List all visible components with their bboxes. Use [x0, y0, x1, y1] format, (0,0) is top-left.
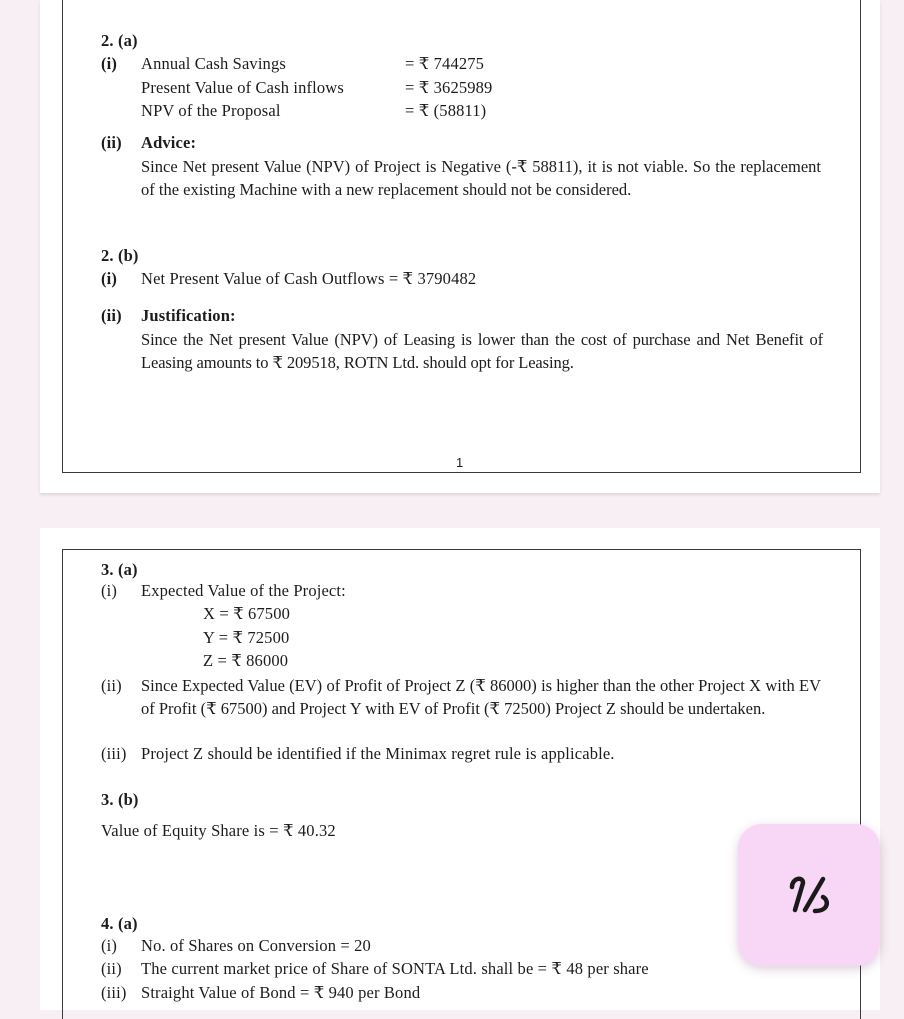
q2a-row-label: NPV of the Proposal: [141, 101, 281, 120]
q3a-heading: 3. (a): [101, 560, 138, 579]
q2a-row-value: = ₹ 744275: [405, 54, 485, 73]
q3a-iii-number: (iii): [101, 744, 127, 763]
q2b-justification-title: Justification:: [141, 306, 236, 325]
q2a-row-label: Annual Cash Savings: [141, 54, 286, 73]
q3a-i-text: Expected Value of the Project:: [141, 581, 346, 600]
q3a-iii-text: Project Z should be identified if the Minimax regret rule is applicable.: [141, 744, 615, 763]
q2a-heading: 2. (a): [101, 31, 138, 50]
q2b-heading: 2. (b): [101, 246, 139, 265]
q2a-row-label: Present Value of Cash inflows: [141, 78, 344, 97]
annotate-button[interactable]: [738, 824, 880, 966]
q4a-heading: 4. (a): [101, 914, 138, 933]
q4a-item-number: (iii): [101, 983, 127, 1002]
q3b-text: Value of Equity Share is = ₹ 40.32: [101, 821, 336, 840]
q4a-item-text: The current market price of Share of SONTA Ltd. shall be = ₹ 48 per share: [141, 959, 649, 978]
q3a-value-x: X = ₹ 67500: [203, 604, 290, 623]
page-number: 1: [456, 455, 464, 470]
q2a-advice-title: Advice:: [141, 133, 197, 152]
q2b-justification-text: Since the Net present Value (NPV) of Leasing is lower than the cost of purchase and Net Benefit of Leasing amounts to ₹ 209518, ROTN Ltd. should opt for Leasing.: [141, 330, 823, 372]
q4a-item-number: (ii): [101, 959, 122, 978]
q4a-item-text: No. of Shares on Conversion = 20: [141, 936, 371, 955]
q3a-value-z: Z = ₹ 86000: [203, 651, 289, 670]
q2a-row-value: = ₹ 3625989: [405, 78, 493, 97]
q3a-ii-number: (ii): [101, 676, 122, 695]
q4a-item-number: (i): [101, 936, 118, 955]
q3a-ii-text: Since Expected Value (EV) of Profit of Project Z (₹ 86000) is higher than the other Project X with EV of Profit (₹ 67500) and Project Y with EV of Profit (₹ 72500) Project Z should be undertaken.: [141, 676, 821, 718]
q2b-i-number: (i): [101, 269, 118, 288]
q4a-item-text: Straight Value of Bond = ₹ 940 per Bond: [141, 983, 421, 1002]
q3a-value-y: Y = ₹ 72500: [203, 628, 290, 647]
q2b-i-text: Net Present Value of Cash Outflows = ₹ 3790482: [141, 269, 477, 288]
q3b-heading: 3. (b): [101, 790, 139, 809]
q2a-i-number: (i): [101, 54, 118, 73]
q2a-row-value: = ₹ (58811): [405, 101, 487, 120]
q2a-advice-text: Since Net present Value (NPV) of Project is Negative (-₹ 58811), it is not viable. So the replacement of the existing Machine with a new replacement should not be considered.: [141, 157, 821, 199]
q2b-ii-number: (ii): [101, 306, 122, 325]
edit-annotate-icon: [785, 870, 833, 920]
q2a-ii-number: (ii): [101, 133, 122, 152]
q3a-i-number: (i): [101, 581, 118, 600]
